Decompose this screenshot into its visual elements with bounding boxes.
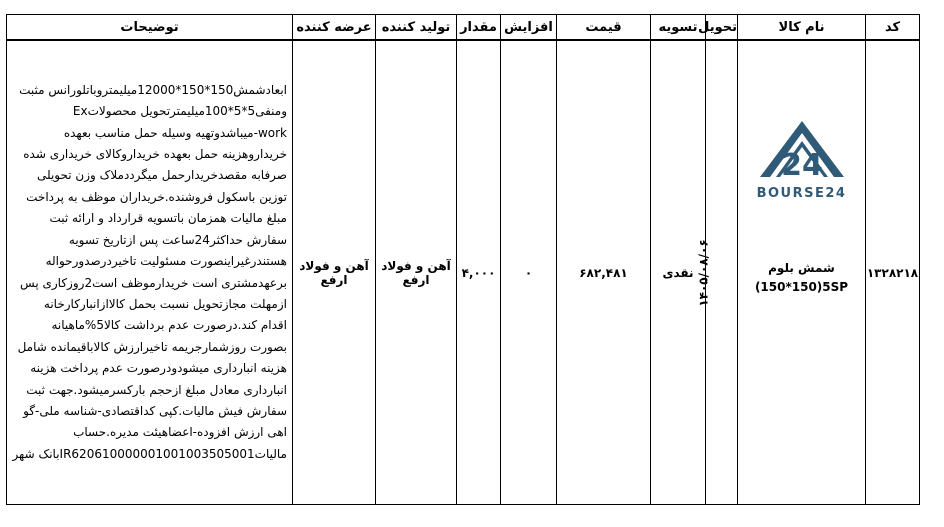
table-header (7, 15, 920, 41)
description-line: مبلغ مالیات همزمان باتسویه قرارداد و ارائه ثبت (49, 211, 287, 226)
description-line: ابعادشمش150*150*12000میلیمتروباتلورانس مثبت (19, 82, 287, 97)
product-name-line2: (150*150)5SP (754, 279, 849, 294)
description-line: سفارش حداکثر24ساعت پس ازتاریخ تسویه (68, 232, 287, 247)
product-name-line1: شمش بلوم (768, 260, 835, 275)
description-line: سفارش فیش مالیات.کپی کداقتصادی-شناسه ملی-گو (23, 403, 287, 418)
table-row (7, 40, 920, 505)
header-settlement: تسویه (651, 15, 706, 41)
cell-supplier (293, 40, 376, 505)
cell-description (7, 40, 293, 505)
delivery-date: ۱۴۰۵/۰۸/۰۶ (696, 238, 711, 307)
logo-text: BOURSE24 (756, 185, 847, 201)
producer-line1: آهن و فولاد (381, 258, 451, 273)
description-line: انبارداری معادل مبلغ ازحجم بارکسرمیشود.جهت ثبت (26, 382, 287, 397)
cell-increase: ۰ (501, 40, 557, 505)
header-delivery: تحویل (706, 15, 738, 41)
description-line: ومنفی5*5*100میلیمترتحویل محصولاتEx (72, 104, 287, 119)
logo-mark: 24 (780, 147, 823, 183)
header-price: قیمت (557, 15, 651, 41)
description-line: مالیاتIR620610000001001003505001بانک شهر (12, 446, 287, 461)
description-line: اهی ارزش افزوده-اعضاهیئت مدیره.حساب (73, 425, 287, 440)
description-line: ازمهلت مجازتحویل نسبت بحمل کالاازانبارکارخانه (43, 296, 287, 311)
description-line: صرفابه مقصدخریدارحمل میگرددملاک وزن تحویلی (36, 168, 287, 183)
header-producer: تولید کننده (376, 15, 457, 41)
header-quantity: مقدار (457, 15, 501, 41)
header-description: توضیحات (7, 15, 293, 41)
description-line: توزین باسکول فروشنده.خریداران موظف به پرداخت (26, 189, 287, 204)
header-supplier: عرضه کننده (293, 15, 376, 41)
cell-producer (376, 40, 457, 505)
bourse24-logo (756, 119, 848, 201)
description-line: اقدام کند.درصورت عدم برداشت کالا5%ماهیانه (51, 318, 287, 333)
description-line: work-میباشدوتهیه وسیله حمل مناسب بعهده (63, 125, 287, 140)
product-name (755, 259, 848, 297)
cell-quantity: ۴,۰۰۰ (457, 40, 501, 505)
cell-code: ۱۳۲۸۲۱۸ (866, 40, 920, 505)
header-increase: افزایش (501, 15, 557, 41)
header-code: کد (866, 15, 920, 41)
description-line: برعهدمشتری است خریدارموظف است2روزکاری پس (20, 275, 287, 290)
cell-product-name (738, 40, 866, 505)
description-line: بصورت روزشمارجریمه تاخیرارزش کالاباقیمانده شامل (17, 339, 287, 354)
producer-line2: ارفع (402, 272, 430, 287)
cell-settlement: نقدی (651, 40, 706, 505)
description-line: هزینه انبارداری میشودودرصورت عدم پرداخت هزینه (30, 361, 287, 376)
supplier-line1: آهن و فولاد (299, 258, 369, 273)
cell-delivery (696, 40, 738, 505)
supplier-line2: ارفع (320, 272, 348, 287)
description-text (12, 80, 287, 465)
cell-price: ۶۸۲,۴۸۱ (557, 40, 651, 505)
description-line: خریداروهزینه حمل بعهده خریداروکالای خریداری شده (23, 147, 287, 162)
bourse24-logo-mark-icon (756, 119, 848, 185)
description-line: هستندرغیراینصورت مسئولیت تاخیردرصدورحواله (45, 254, 287, 269)
auction-table (6, 14, 920, 505)
header-product-name: نام کالا (738, 15, 866, 41)
